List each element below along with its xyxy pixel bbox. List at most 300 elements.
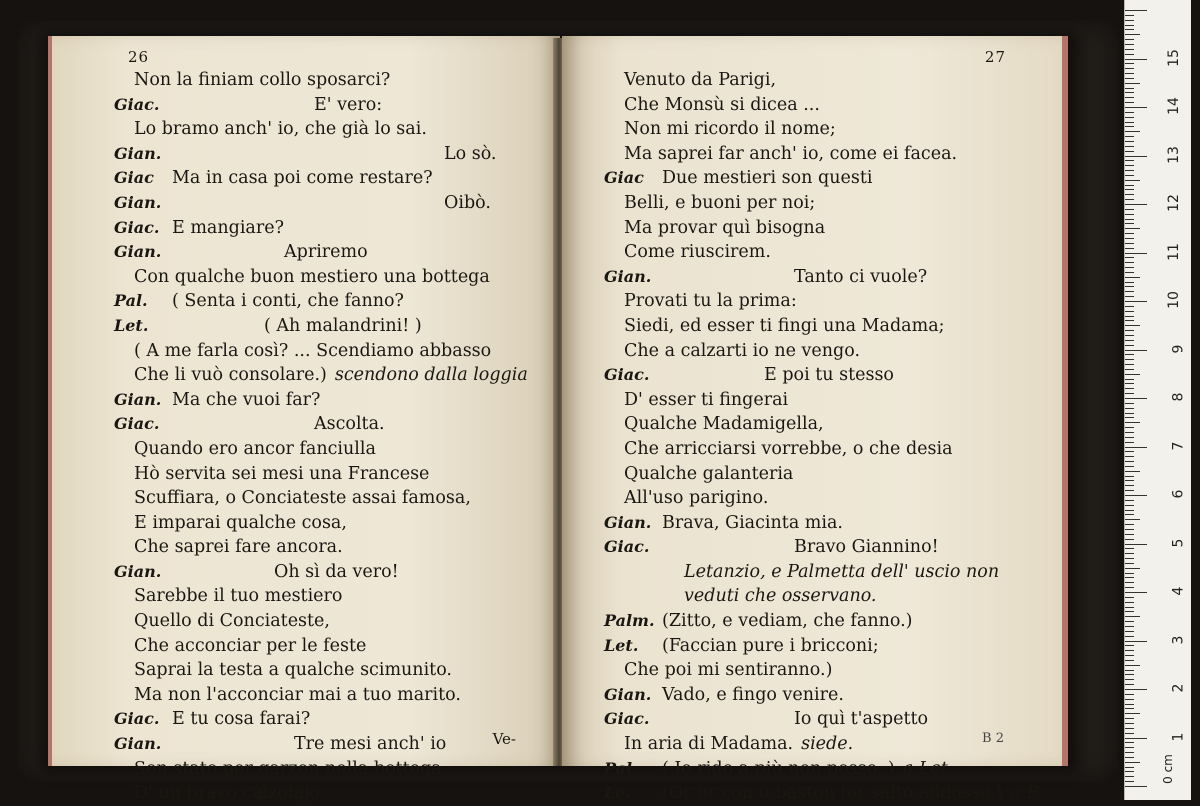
ruler-tick [1125, 442, 1134, 443]
ruler-tick [1125, 20, 1134, 21]
speaker-label: Giac. [114, 709, 160, 729]
ruler-tick [1125, 340, 1134, 341]
speaker-label: Giac. [604, 365, 650, 385]
page-number: 26 [128, 48, 150, 66]
ruler-number: 1 [1170, 732, 1187, 741]
stage-direction: scendono dalla loggia [334, 365, 528, 386]
text-line [562, 757, 1062, 782]
verse-text: Qualche Madamigella, [624, 414, 824, 435]
ruler-tick [1125, 223, 1134, 224]
verse-text: Che acconciar per le feste [134, 635, 367, 656]
ruler-tick [1125, 262, 1134, 263]
ruler-tick [1125, 514, 1134, 515]
ruler-tick [1125, 563, 1134, 564]
verse-text: Come riuscirem. [624, 242, 771, 263]
text-block [52, 68, 560, 806]
ruler-tick [1125, 320, 1134, 321]
speaker-label: Giac. [114, 414, 160, 434]
speaker-label: Gian. [604, 684, 652, 704]
ruler-tick [1125, 626, 1134, 627]
ruler-tick [1125, 723, 1134, 724]
text-line [52, 560, 560, 585]
ruler-tick [1125, 660, 1134, 661]
ruler-tick [1125, 490, 1134, 491]
ruler-tick [1125, 568, 1140, 569]
speaker-label: Palm. [604, 611, 655, 631]
text-line [52, 486, 560, 511]
text-line [562, 486, 1062, 511]
text-line [562, 289, 1062, 314]
verse-text: E poi tu stesso [764, 365, 894, 386]
ruler-tick [1125, 510, 1134, 511]
ruler-tick [1125, 102, 1134, 103]
ruler-tick [1125, 767, 1134, 768]
ruler-tick [1125, 257, 1134, 258]
signature-mark: B 2 [982, 731, 1004, 746]
text-line [52, 609, 560, 634]
ruler-tick [1125, 679, 1134, 680]
verse-text: Saprai la testa a qualche scimunito. [134, 660, 452, 681]
ruler-tick [1125, 485, 1134, 486]
ruler-tick [1125, 694, 1134, 695]
ruler-tick [1125, 650, 1134, 651]
ruler-tick [1125, 645, 1134, 646]
ruler-tick [1125, 592, 1147, 593]
verse-text: Che Monsù si dicea ... [624, 94, 820, 115]
text-line [562, 462, 1062, 487]
verse-text: Qualche galanteria [624, 463, 794, 484]
verse-text: Oibò. [444, 192, 491, 213]
ruler-tick [1125, 631, 1134, 632]
ruler-tick [1125, 156, 1147, 157]
ruler-tick [1125, 282, 1134, 283]
ruler-tick [1125, 325, 1140, 326]
verse-text: Ascolta. [314, 414, 385, 435]
speaker-label: Gian. [114, 192, 162, 212]
ruler-tick [1125, 577, 1134, 578]
ruler-tick [1125, 548, 1134, 549]
ruler-tick [1125, 393, 1134, 394]
ruler-tick [1125, 505, 1134, 506]
verse-text: Tre mesi anch' io [294, 734, 447, 755]
text-block [562, 68, 1062, 806]
left-page [48, 36, 560, 804]
text-line [52, 265, 560, 290]
text-line [562, 609, 1062, 634]
speaker-label: Pal. [114, 291, 148, 311]
ruler-tick [1125, 636, 1134, 637]
ruler-tick [1125, 476, 1134, 477]
ruler-tick [1125, 447, 1147, 448]
ruler-tick [1125, 345, 1134, 346]
ruler-tick [1125, 25, 1134, 26]
ruler-tick [1125, 83, 1140, 84]
ruler-tick [1125, 189, 1134, 190]
ruler-tick [1125, 757, 1134, 758]
ruler-tick [1125, 762, 1140, 763]
ruler-tick [1125, 713, 1140, 714]
ruler-tick [1125, 480, 1134, 481]
ruler-tick [1125, 437, 1134, 438]
ruler-number: 5 [1170, 538, 1187, 547]
verse-text: Ma che vuoi far? [172, 389, 321, 410]
ruler-tick [1125, 112, 1134, 113]
ruler-tick [1125, 544, 1147, 545]
stage-direction: siede. [801, 734, 854, 755]
verse-text: Non la finiam collo sposarci? [134, 70, 391, 90]
ruler-tick [1125, 306, 1134, 307]
ruler-tick [1125, 388, 1134, 389]
ruler-tick [1125, 117, 1134, 118]
stage-direction: a Let. [902, 758, 954, 779]
ruler-tick [1125, 354, 1134, 355]
ruler-tick [1125, 330, 1134, 331]
text-line [562, 216, 1062, 241]
verse-text: Bravo Giannino! [794, 537, 939, 558]
ruler-number: 2 [1170, 683, 1187, 693]
ruler-tick [1125, 160, 1134, 161]
verse-text: (Faccian pure i bricconi; [662, 635, 879, 656]
verse-text: Ma provar quì bisogna [624, 217, 826, 238]
ruler-tick [1125, 733, 1134, 734]
ruler-tick [1125, 219, 1134, 220]
ruler-tick [1125, 383, 1134, 384]
ruler-tick [1125, 422, 1140, 423]
ruler-tick [1125, 141, 1134, 142]
verse-text: Vado, e fingo venire. [662, 684, 844, 705]
text-line [52, 683, 560, 708]
ruler-tick [1125, 524, 1134, 525]
verse-text: Con qualche buon mestiero una bottega [134, 266, 490, 287]
ruler-number: 15 [1166, 48, 1183, 67]
text-line [562, 560, 1062, 585]
ruler-tick [1125, 786, 1147, 787]
ruler-tick [1125, 68, 1134, 69]
text-line [52, 142, 560, 167]
ruler-tick [1125, 291, 1134, 292]
ruler-tick [1125, 461, 1134, 462]
speaker-label: Gian. [114, 561, 162, 581]
speaker-label: Le. [604, 783, 631, 803]
speaker-label: Gian. [114, 242, 162, 262]
ruler-tick [1125, 529, 1134, 530]
ruler-tick [1125, 29, 1134, 30]
ruler-tick [1125, 369, 1134, 370]
speaker-label: Gian. [114, 734, 162, 754]
text-line [52, 93, 560, 118]
text-line [52, 289, 560, 314]
ruler-tick [1125, 413, 1134, 414]
ruler-tick [1125, 180, 1140, 181]
ruler-tick [1125, 689, 1147, 690]
text-line [52, 388, 560, 413]
text-line [52, 658, 560, 683]
stage-direction: a P. [1010, 783, 1041, 804]
ruler-tick [1125, 73, 1134, 74]
ruler-tick [1125, 684, 1134, 685]
ruler-tick [1125, 39, 1134, 40]
ruler-tick [1125, 587, 1134, 588]
verse-text: Due mestieri son questi [662, 168, 873, 189]
ruler-tick [1125, 621, 1134, 622]
ruler-number: 9 [1170, 344, 1187, 353]
ruler-tick [1125, 243, 1134, 244]
verse-text: Quello di Conciateste, [134, 611, 330, 632]
ruler-tick [1125, 451, 1134, 452]
ruler-number: 12 [1166, 194, 1183, 212]
ruler-tick [1125, 573, 1134, 574]
ruler-tick [1125, 374, 1140, 375]
text-line [562, 584, 1062, 609]
ruler-tick [1125, 417, 1134, 418]
ruler-tick [1125, 708, 1134, 709]
verse-text: Hò servita sei mesi una Francese [134, 463, 430, 484]
verse-text: Sarebbe il tuo mestiero [134, 586, 343, 607]
text-line [562, 93, 1062, 118]
verse-text: Tanto ci vuole? [794, 266, 928, 287]
ruler-tick [1125, 10, 1147, 11]
verse-text: ( Senta i conti, che fanno? [172, 291, 404, 312]
ruler-tick [1125, 747, 1134, 748]
ruler-tick [1125, 316, 1134, 317]
ruler-tick [1125, 122, 1134, 123]
text-line [562, 535, 1062, 560]
measurement-ruler [1124, 0, 1191, 800]
text-line [562, 707, 1062, 732]
text-line [52, 363, 560, 388]
ruler-tick [1125, 670, 1134, 671]
verse-text: Che saprei fare ancora. [134, 537, 343, 558]
text-line [52, 216, 560, 241]
ruler-number: 14 [1166, 97, 1183, 115]
ruler-unit-label: 0 cm [1161, 754, 1176, 784]
verse-text: Che a calzarti io ne vengo. [624, 340, 861, 361]
ruler-tick [1125, 185, 1134, 186]
speaker-label: Let. [604, 635, 639, 655]
ruler-tick [1125, 248, 1134, 249]
ruler-tick [1125, 311, 1134, 312]
ruler-tick [1125, 427, 1134, 428]
page-number: 27 [984, 48, 1006, 66]
text-line [52, 68, 560, 93]
ruler-tick [1125, 63, 1134, 64]
speaker-label: Giac [114, 168, 154, 188]
verse-text: In aria di Madama. [624, 734, 794, 755]
ruler-tick [1125, 738, 1147, 739]
text-line [52, 240, 560, 265]
verse-text: Provati tu la prima: [624, 291, 797, 312]
ruler-tick [1125, 456, 1134, 457]
ruler-tick [1125, 131, 1140, 132]
ruler-tick [1125, 641, 1147, 642]
ruler-tick [1125, 54, 1134, 55]
text-line [562, 437, 1062, 462]
text-line [52, 412, 560, 437]
ruler-tick [1125, 607, 1134, 608]
ruler-tick [1125, 335, 1134, 336]
ruler-tick [1125, 272, 1134, 273]
speaker-label: Pal. [604, 758, 638, 778]
text-line [562, 683, 1062, 708]
ruler-tick [1125, 126, 1134, 127]
text-line [562, 634, 1062, 659]
ruler-tick [1125, 204, 1147, 205]
verse-text: ( A me farla così? ... Scendiamo abbasso [134, 340, 492, 361]
text-line [52, 437, 560, 462]
ruler-tick [1125, 558, 1134, 559]
ruler-tick [1125, 781, 1134, 782]
ruler-tick [1125, 136, 1134, 137]
text-line [52, 584, 560, 609]
text-line [562, 191, 1062, 216]
text-line [562, 658, 1062, 683]
text-line [52, 707, 560, 732]
ruler-tick [1125, 199, 1134, 200]
ruler-tick [1125, 398, 1147, 399]
ruler-tick [1125, 97, 1134, 98]
verse-text: E' vero: [314, 94, 383, 115]
speaker-label: Gian. [604, 512, 652, 532]
ruler-tick [1125, 699, 1134, 700]
ruler-tick [1125, 742, 1134, 743]
ruler-tick [1125, 151, 1134, 152]
verse-text: Son stato per garzon nella bottega [134, 758, 442, 779]
verse-text: Scuffiara, o Conciateste assai famosa, [134, 488, 471, 509]
text-line [562, 240, 1062, 265]
verse-text: E imparai qualche cosa, [134, 512, 347, 533]
text-line [562, 314, 1062, 339]
ruler-tick [1125, 466, 1134, 467]
ruler-tick [1125, 364, 1134, 365]
verse-text: Ma saprei far anch' io, come ei facea. [624, 143, 958, 164]
ruler-tick [1125, 616, 1140, 617]
ruler-tick [1125, 728, 1134, 729]
ruler-tick [1125, 771, 1134, 772]
ruler-tick [1125, 277, 1140, 278]
ruler-tick [1125, 267, 1134, 268]
ruler-tick [1125, 495, 1147, 496]
text-line [562, 511, 1062, 536]
text-line [562, 339, 1062, 364]
verse-text: (Or or con ù baston lor salto addosso.) [662, 783, 1003, 804]
verse-text: All'uso parigino. [624, 488, 769, 509]
text-line [562, 68, 1062, 93]
verse-text: veduti che osservano. [684, 586, 877, 607]
ruler-tick [1125, 170, 1134, 171]
ruler-tick [1125, 228, 1140, 229]
ruler-tick [1125, 752, 1134, 753]
ruler-tick [1125, 350, 1147, 351]
ruler-number: 13 [1166, 145, 1183, 164]
verse-text: E mangiare? [172, 217, 284, 238]
text-line [52, 781, 560, 806]
ruler-tick [1125, 403, 1134, 404]
speaker-label: Giac [604, 168, 644, 188]
verse-text: Siedi, ed esser ti fingi una Madama; [624, 315, 945, 336]
right-page [562, 36, 1068, 804]
ruler-tick [1125, 59, 1147, 60]
text-line [562, 166, 1062, 191]
verse-text: Oh sì da vero! [274, 561, 399, 582]
ruler-tick [1125, 519, 1140, 520]
verse-text: Che poi mi sentiranno.) [624, 660, 833, 681]
ruler-tick [1125, 194, 1134, 195]
ruler-tick [1125, 49, 1134, 50]
text-line [52, 511, 560, 536]
text-line [562, 265, 1062, 290]
verse-text: Ma non l'acconciar mai a tuo marito. [134, 684, 461, 705]
verse-text: Lo bramo anch' io, che già lo sai. [134, 119, 427, 140]
ruler-tick [1125, 665, 1140, 666]
verse-text: Che arricciarsi vorrebbe, o che desia [624, 438, 953, 459]
ruler-tick [1125, 408, 1134, 409]
ruler-tick [1125, 471, 1140, 472]
ruler-tick [1125, 704, 1134, 705]
text-line [562, 781, 1062, 806]
ruler-tick [1125, 602, 1134, 603]
text-line [52, 117, 560, 142]
text-line [52, 339, 560, 364]
text-line [562, 363, 1062, 388]
verse-text: Ma in casa poi come restare? [172, 168, 433, 189]
text-line [562, 142, 1062, 167]
verse-text: Quando ero ancor fanciulla [134, 438, 376, 459]
ruler-tick [1125, 534, 1134, 535]
text-line [52, 314, 560, 339]
speaker-label: Giac. [114, 217, 160, 237]
speaker-label: Let. [114, 315, 149, 335]
ruler-tick [1125, 34, 1140, 35]
ruler-tick [1125, 655, 1134, 656]
ruler-tick [1125, 214, 1134, 215]
verse-text: Belli, e buoni per noi; [624, 192, 816, 213]
ruler-tick [1125, 286, 1134, 287]
ruler-tick [1125, 359, 1134, 360]
verse-text: D' esser ti fingerai [624, 389, 789, 410]
verse-text: ( Ah malandrini! ) [264, 315, 422, 336]
text-line [52, 166, 560, 191]
ruler-tick [1125, 92, 1134, 93]
speaker-label: Giac. [604, 537, 650, 557]
verse-text: Lo sò. [444, 143, 497, 164]
text-line [52, 191, 560, 216]
text-line [52, 462, 560, 487]
speaker-label: Giac. [604, 709, 650, 729]
ruler-number: 8 [1170, 392, 1187, 402]
ruler-tick [1125, 553, 1134, 554]
ruler-tick [1125, 146, 1134, 147]
ruler-number: 7 [1170, 441, 1187, 450]
ruler-tick [1125, 379, 1134, 380]
speaker-label: Gian. [604, 266, 652, 286]
verse-text: Che li vuò consolare.) [134, 365, 327, 386]
ruler-tick [1125, 175, 1134, 176]
speaker-label: Gian. [114, 143, 162, 163]
text-line [52, 732, 560, 757]
catchword: Ve- [492, 730, 516, 748]
text-line [562, 388, 1062, 413]
verse-text: Io quì t'aspetto [794, 709, 929, 730]
ruler-tick [1125, 674, 1134, 675]
ruler-tick [1125, 107, 1147, 108]
verse-text: ( Io rido a più non posso. ) [662, 758, 895, 779]
ruler-tick [1125, 776, 1134, 777]
ruler-tick [1125, 611, 1134, 612]
ruler-tick [1125, 301, 1147, 302]
ruler-tick [1125, 44, 1134, 45]
verse-text: Non mi ricordo il nome; [624, 119, 836, 140]
verse-text: E tu cosa farai? [172, 709, 311, 730]
